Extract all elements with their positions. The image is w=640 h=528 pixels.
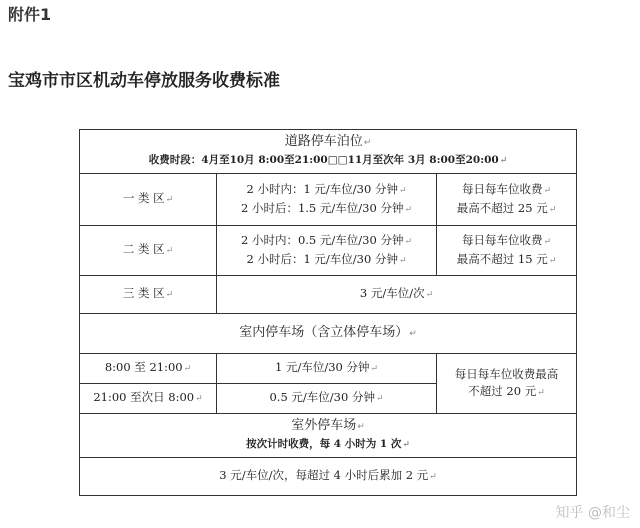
paragraph-mark-icon: ↵ (548, 204, 557, 215)
outdoor-section-header (80, 414, 577, 458)
watermark: 知乎 @和尘 (555, 505, 630, 521)
outdoor-rate: 3 元/车位/次，每超过 4 小时后累加 2 元↵ (80, 458, 577, 496)
indoor-section-title: 室内停车场（含立体停车场）↵ (80, 314, 577, 354)
fee-table (79, 129, 577, 496)
indoor-daily-cap: 每日每车位收费最高 不超过 20 元↵ (437, 354, 577, 414)
zone-name: 一 类 区↵ (80, 174, 217, 226)
table-row (80, 174, 577, 226)
table-row (80, 226, 577, 276)
paragraph-mark-icon: ↵ (183, 364, 192, 374)
attachment-label: 附件1 (8, 5, 52, 24)
document-title (8, 66, 280, 91)
outdoor-charging-note: 按次计时收费，每 4 小时为 1 次↵ (246, 438, 410, 450)
paragraph-mark-icon: ↵ (499, 156, 508, 166)
paragraph-mark-icon: ↵ (402, 440, 410, 450)
table-row (80, 354, 577, 384)
zone-rate: 2 小时内：1 元/车位/30 分钟↵ 2 小时后：1.5 元/车位/30 分钟↵ (217, 174, 437, 226)
paragraph-mark-icon: ↵ (537, 387, 545, 398)
time-range: 8:00 至 21:00↵ (80, 354, 217, 384)
paragraph-mark-icon: ↵ (404, 236, 412, 247)
indoor-section-header (80, 314, 577, 354)
paragraph-mark-icon: ↵ (195, 394, 203, 404)
table-row (80, 276, 577, 314)
road-charging-hours: 收费时段：4月至10月 8:00至21:00□□11月至次年 3月 8:00至20:00↵ (148, 154, 508, 166)
paragraph-mark-icon: ↵ (357, 422, 365, 432)
zone-daily-cap: 每日每车位收费↵ 最高不超过 15 元↵ (437, 226, 577, 276)
road-section-title: 道路停车泊位↵ (284, 134, 372, 149)
zone-rate: 3 元/车位/次↵ (217, 276, 577, 314)
paragraph-mark-icon: ↵ (429, 472, 437, 482)
paragraph-mark-icon: ↵ (543, 185, 552, 196)
paragraph-mark-icon: ↵ (398, 255, 407, 266)
zone-name: 三 类 区↵ (80, 276, 217, 314)
zone-daily-cap: 每日每车位收费↵ 最高不超过 25 元↵ (437, 174, 577, 226)
road-section-header (80, 130, 577, 174)
indoor-rate: 0.5 元/车位/30 分钟↵ (217, 384, 437, 414)
paragraph-mark-icon: ↵ (548, 255, 557, 266)
paragraph-mark-icon: ↵ (398, 185, 407, 196)
paragraph-mark-icon: ↵ (370, 364, 379, 374)
table-row (80, 458, 577, 496)
outdoor-section-title: 室外停车场↵ (291, 418, 365, 433)
paragraph-mark-icon: ↵ (375, 394, 384, 404)
zone-rate: 2 小时内：0.5 元/车位/30 分钟↵ 2 小时后：1 元/车位/30 分钟↵ (217, 226, 437, 276)
paragraph-mark-icon: ↵ (409, 329, 417, 339)
paragraph-mark-icon: ↵ (165, 290, 174, 300)
paragraph-mark-icon: ↵ (404, 204, 412, 215)
paragraph-mark-icon: ↵ (543, 236, 552, 247)
document-title-text: 宝鸡市市区机动车停放服务收费标准 (8, 71, 280, 91)
time-range: 21:00 至次日 8:00↵ (80, 384, 217, 414)
paragraph-mark-icon: ↵ (425, 290, 434, 300)
paragraph-mark-icon: ↵ (165, 246, 174, 256)
indoor-rate: 1 元/车位/30 分钟↵ (217, 354, 437, 384)
paragraph-mark-icon: ↵ (165, 195, 174, 205)
zone-name: 二 类 区↵ (80, 226, 217, 276)
paragraph-mark-icon: ↵ (363, 138, 372, 148)
